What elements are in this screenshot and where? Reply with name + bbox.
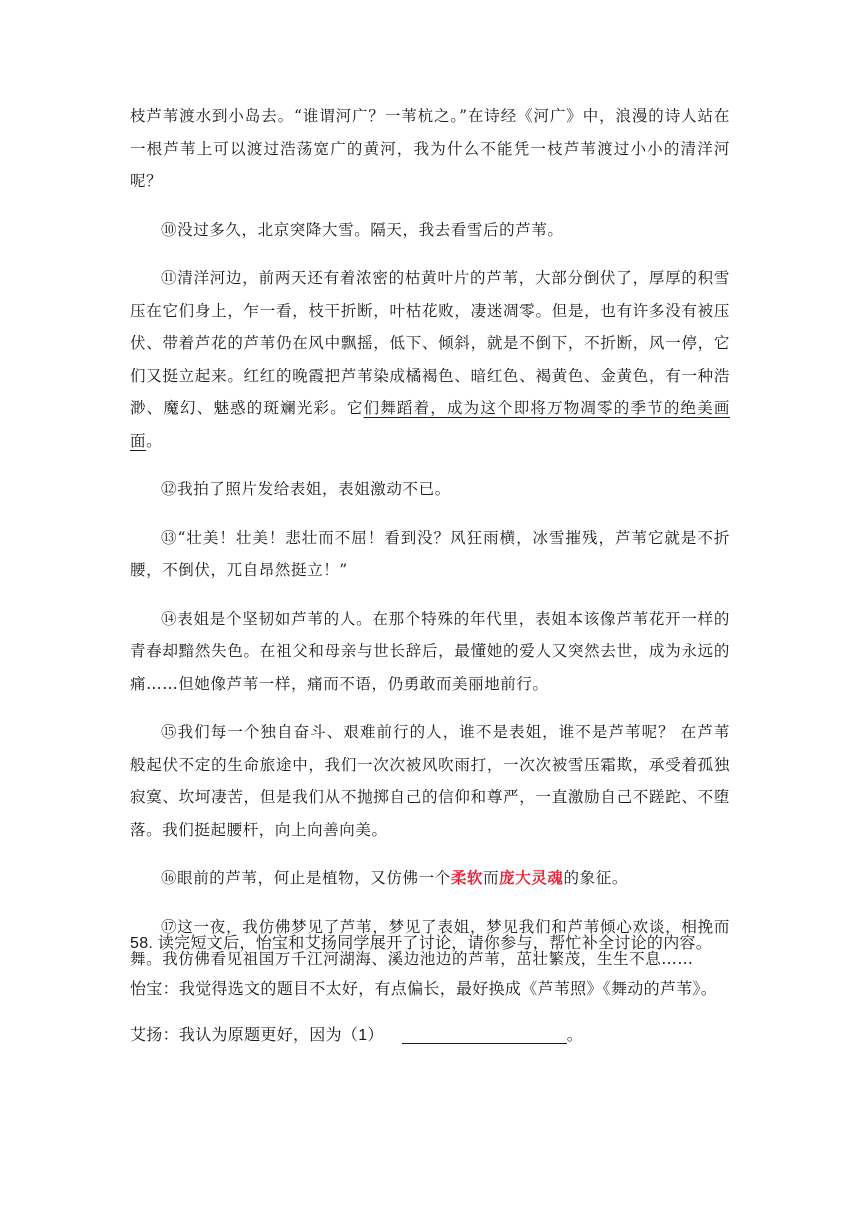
paragraph-12: ⑫我拍了照片发给表姐，表姐激动不已。 xyxy=(161,480,451,498)
paragraph-16-text-c: 的象征。 xyxy=(563,869,628,887)
paragraph-11 xyxy=(130,262,730,457)
paragraph-16 xyxy=(130,862,730,895)
question-58-prompt: 58. 读完短文后，怡宝和艾扬同学展开了讨论，请你参与，帮忙补全讨论的内容。 xyxy=(130,935,713,952)
answer-blank[interactable] xyxy=(402,1023,567,1044)
paragraph-11-text: ⑪清洋河边，前两天还有着浓密的枯黄叶片的芦苇，大部分倒伏了，厚厚的积雪压在它们身上，乍一看，枝干折断，叶枯花败，凄迷凋零。但是，也有许多没有被压伏、带着芦花的芦苇仍在风中飘摇，低下、倾斜，就是不倒下，不折断，风一停，它们又挺立起来。红红的晚霞把芦苇染成橘褐色、暗红色、褐黄色、金黄色，有一种浩渺、魔幻、魅惑的斑斓光彩。它 xyxy=(130,269,730,417)
document-page xyxy=(130,100,730,976)
aiyang-end-mark: 。 xyxy=(566,1027,584,1044)
question-block xyxy=(130,928,750,1052)
paragraph-13: ⑬“壮美！壮美！悲壮而不屈！看到没？风狂雨横，冰雪摧残，芦苇它就是不折腰，不倒伏，兀自昂然挺立！” xyxy=(130,528,730,579)
paragraph-10: ⑩没过多久，北京突降大雪。隔天，我去看雪后的芦苇。 xyxy=(161,220,564,239)
paragraph-16-text-b: 而 xyxy=(483,869,500,887)
highlight-rouruan: 柔软 xyxy=(450,868,484,887)
paragraph-11-end: 。 xyxy=(146,431,163,450)
paragraph-15: ⑮我们每一个独自奋斗、艰难前行的人，谁不是表姐，谁不是芦苇呢？ 在芦苇般起伏不定的生命旅途中，我们一次次被风吹雨打，一次次被雪压霜欺，承受着孤独寂寞、坎坷凄苦，但是我们从不抛掷自己的信仰和尊严，一直激励自己不蹉跎、不堕落。我们挺起腰杆，向上向善向美。 xyxy=(130,723,730,839)
paragraph-16-text-a: ⑯眼前的芦苇，何止是植物，又仿佛一个 xyxy=(161,869,451,887)
aiyang-line xyxy=(130,1020,750,1052)
paragraph-continuation: 枝芦苇渡水到小岛去。“谁谓河广？一苇杭之。”在诗经《河广》中，浪漫的诗人站在一根芦苇上可以渡过浩荡宽广的黄河，我为什么不能凭一枝芦苇渡过小小的清洋河呢？ xyxy=(130,107,730,190)
paragraph-14: ⑭表姐是个坚韧如芦苇的人。在那个特殊的年代里，表姐本该像芦苇花开一样的青春却黯然失色。在祖父和母亲与世长辞后，最懂她的爱人又突然去世，成为永远的痛……但她像芦苇一样，痛而不语，仍勇敢而美丽地前行。 xyxy=(130,609,730,693)
aiyang-text: 艾扬：我认为原题更好，因为（1） xyxy=(130,1027,384,1044)
highlight-pangda-linghun: 庞大灵魂 xyxy=(499,868,564,887)
paragraph-17: ⑰这一夜，我仿佛梦见了芦苇，梦见了表姐，梦见我们和芦苇倾心欢谈，相挽而舞。我仿佛看见祖国万千江河湖海、溪边池边的芦苇，茁壮繁茂，生生不息…… xyxy=(130,917,730,968)
underlined-sentence: 们舞蹈着，成为这个即将万物凋零的季节的绝美画面 xyxy=(130,399,730,450)
yibao-line: 怡宝：我觉得选文的题目不太好，有点偏长，最好换成《芦苇照》《舞动的芦苇》。 xyxy=(130,981,718,998)
